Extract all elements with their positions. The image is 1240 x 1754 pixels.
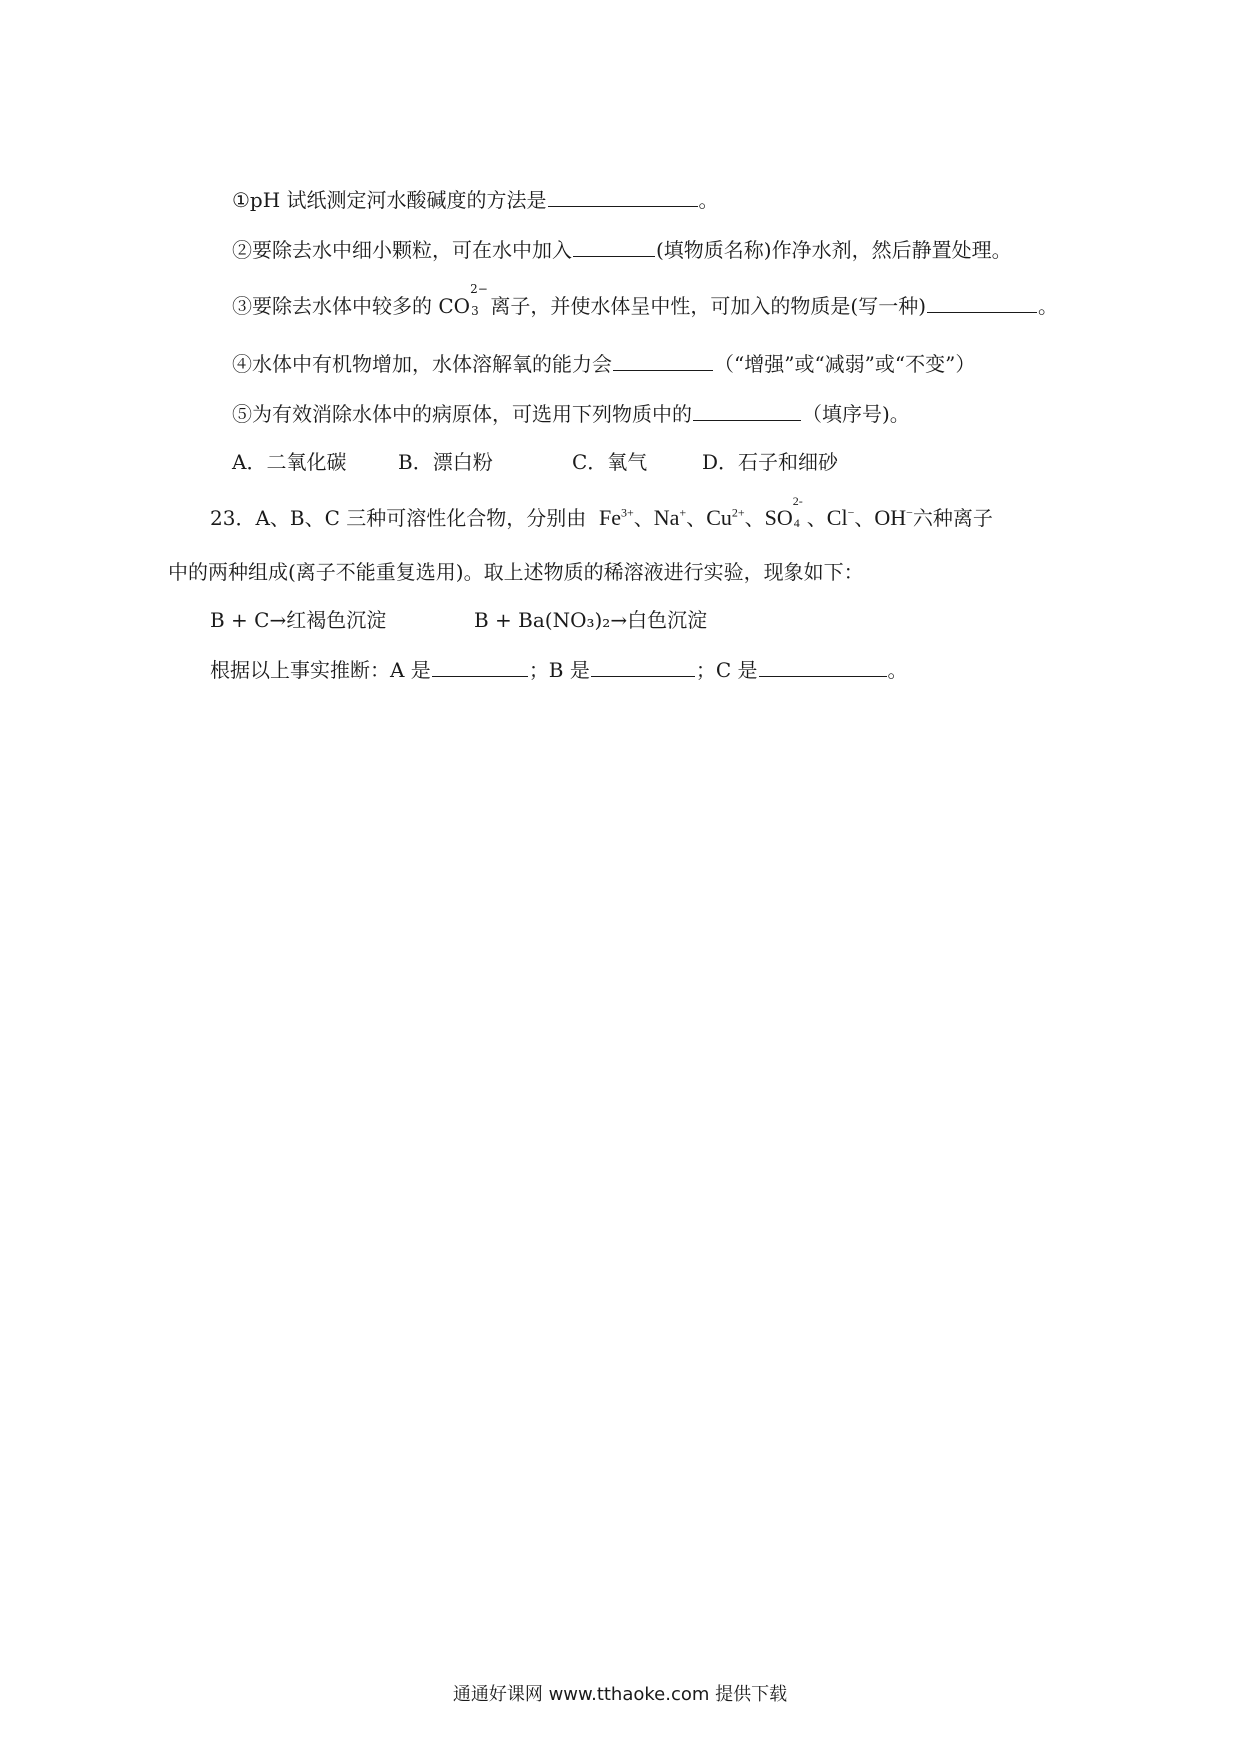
- answer-blank-3[interactable]: [927, 292, 1037, 313]
- carbonate-sub: 3: [471, 304, 479, 318]
- q23-inference: [210, 656, 908, 684]
- carbonate-charge: [470, 282, 488, 318]
- q22-item5: [232, 400, 910, 428]
- answer-blank-1[interactable]: [548, 186, 698, 207]
- q22-item1: [232, 186, 719, 214]
- option-d: D．石子和细砂: [702, 450, 839, 474]
- option-b: B．漂白粉: [398, 450, 493, 474]
- q22-item1-text: ①pH 试纸测定河水酸碱度的方法是: [232, 188, 547, 212]
- answer-blank-c[interactable]: [759, 656, 887, 677]
- infer-end: 。: [887, 658, 908, 682]
- answer-blank-5[interactable]: [693, 400, 801, 421]
- q22-item2-text: ②要除去水中细小颗粒，可在水中加入: [232, 238, 572, 262]
- q22-item3-text: ③要除去水体中较多的 CO: [232, 294, 471, 318]
- q23-reactions: [210, 606, 707, 634]
- q22-item3-end: 。: [1038, 294, 1059, 318]
- q22-item4: [232, 350, 975, 378]
- carbonate-sup: 2−: [470, 282, 488, 296]
- ion-fe: $Fe^{3+}$: [598, 505, 634, 530]
- option-c: C．氧气: [572, 450, 648, 474]
- separator: 、: [854, 506, 875, 530]
- ion-cl: Cl−: [826, 505, 855, 530]
- infer-a-label: 根据以上事实推断：A 是: [210, 658, 431, 682]
- q22-item3: [232, 282, 1059, 320]
- option-a: A．二氧化碳: [232, 450, 347, 474]
- q22-item1-end: 。: [698, 188, 719, 212]
- q22-item3-mid: 离子，并使水体呈中性，可加入的物质是(写一种): [484, 294, 927, 318]
- answer-blank-a[interactable]: [432, 656, 528, 677]
- infer-c-label: ；C 是: [695, 658, 758, 682]
- separator: 、: [806, 506, 827, 530]
- infer-b-label: ；B 是: [528, 658, 590, 682]
- q23-line2: [168, 558, 864, 586]
- q22-item4-text: ④水体中有机物增加，水体溶解氧的能力会: [232, 352, 612, 376]
- q22-item2: [232, 236, 1012, 264]
- q22-item4-end: （“增强”或“减弱”或“不变”）: [714, 352, 976, 376]
- q22-options: [232, 448, 838, 476]
- ion-oh: OH−: [874, 505, 913, 530]
- ion-na: Na+: [653, 505, 687, 530]
- q23-line1: [210, 494, 993, 532]
- q22-item5-text: ⑤为有效消除水体中的病原体，可选用下列物质中的: [232, 402, 692, 426]
- reaction-1: B + C→红褐色沉淀: [210, 608, 387, 632]
- q23-line2-text: 中的两种组成(离子不能重复选用)。取上述物质的稀溶液进行实验，现象如下：: [168, 560, 864, 584]
- separator: 、: [633, 506, 654, 530]
- q23-line1-end: 六种离子: [912, 506, 993, 530]
- answer-blank-b[interactable]: [591, 656, 695, 677]
- q23-line1-start: 23．A、B、C 三种可溶性化合物，分别由: [210, 506, 587, 530]
- q22-item5-end: （填序号)。: [802, 402, 910, 426]
- q22-item2-end: (填物质名称)作净水剂，然后静置处理。: [656, 238, 1012, 262]
- answer-blank-2[interactable]: [573, 236, 655, 257]
- ion-cu: $Cu^{2+}$: [706, 505, 745, 530]
- separator: 、: [744, 506, 765, 530]
- reaction-2: B + Ba(NO₃)₂→白色沉淀: [474, 608, 708, 632]
- ion-so4: SO 2- 4: [764, 494, 803, 530]
- separator: 、: [686, 506, 707, 530]
- page-footer: 通通好课网 www.tthaoke.com 提供下载: [452, 1684, 788, 1705]
- answer-blank-4[interactable]: [613, 350, 713, 371]
